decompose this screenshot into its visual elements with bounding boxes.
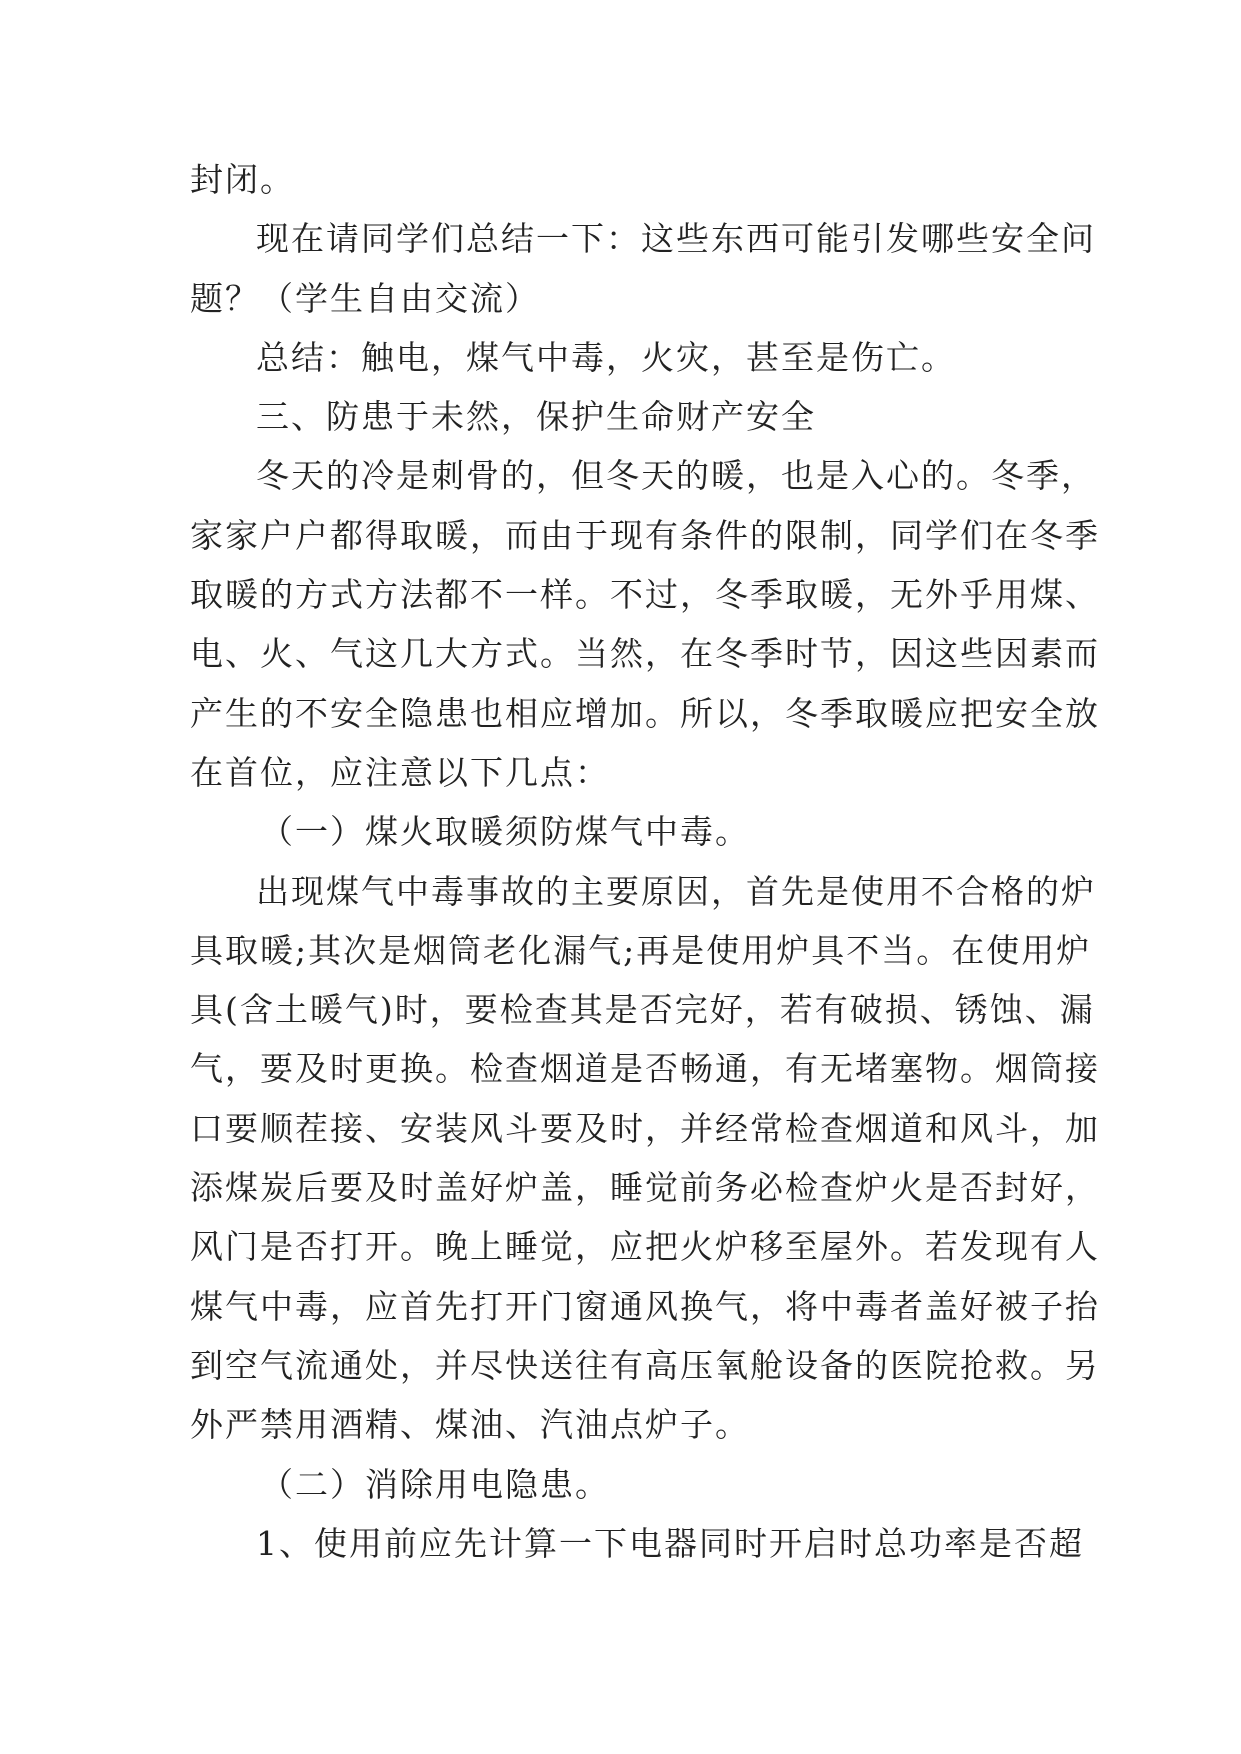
paragraph-line: 出现煤气中毒事故的主要原因，首先是使用不合格的炉 [256, 871, 1096, 911]
paragraph-line: 现在请同学们总结一下：这些东西可能引发哪些安全问 [256, 219, 1096, 259]
paragraph-line: 取暖的方式方法都不一样。不过，冬季取暖，无外乎用煤、 [190, 575, 1100, 615]
subsection-heading: （二）消除用电隐患。 [260, 1464, 610, 1504]
paragraph-line: 产生的不安全隐患也相应增加。所以，冬季取暖应把安全放 [190, 693, 1100, 733]
paragraph-line: 风门是否打开。晚上睡觉，应把火炉移至屋外。若发现有人 [190, 1227, 1100, 1267]
paragraph-line: 1、使用前应先计算一下电器同时开启时总功率是否超 [256, 1523, 1084, 1563]
section-heading: 三、防患于未然，保护生命财产安全 [256, 397, 816, 437]
paragraph-line: 煤气中毒，应首先打开门窗通风换气，将中毒者盖好被子抬 [190, 1286, 1100, 1326]
paragraph-line: 外严禁用酒精、煤油、汽油点炉子。 [190, 1405, 750, 1445]
paragraph-line: 在首位，应注意以下几点： [190, 752, 610, 792]
document-body [190, 156, 1100, 1579]
paragraph-line: 气，要及时更换。检查烟道是否畅通，有无堵塞物。烟筒接 [190, 1049, 1100, 1089]
subsection-heading: （一）煤火取暖须防煤气中毒。 [260, 812, 750, 852]
paragraph-line: 到空气流通处，并尽快送往有高压氧舱设备的医院抢救。另 [190, 1345, 1100, 1385]
paragraph-line: 题？（学生自由交流） [190, 278, 540, 318]
paragraph-line: 封闭。 [190, 160, 295, 199]
summary-line: 总结：触电，煤气中毒，火灾，甚至是伤亡。 [256, 337, 956, 377]
paragraph-line: 家家户户都得取暖，而由于现有条件的限制，同学们在冬季 [190, 515, 1100, 555]
paragraph-line: 添煤炭后要及时盖好炉盖，睡觉前务必检查炉火是否封好， [190, 1168, 1100, 1208]
paragraph-line: 具取暖;其次是烟筒老化漏气;再是使用炉具不当。在使用炉 [190, 930, 1092, 970]
paragraph-line: 具(含土暖气)时，要检查其是否完好，若有破损、锈蚀、漏 [190, 990, 1095, 1030]
paragraph-line: 电、火、气这几大方式。当然，在冬季时节，因这些因素而 [190, 634, 1100, 674]
paragraph-line: 冬天的冷是刺骨的，但冬天的暖，也是入心的。冬季， [256, 456, 1096, 496]
paragraph-line: 口要顺茬接、安装风斗要及时，并经常检查烟道和风斗，加 [190, 1108, 1100, 1148]
